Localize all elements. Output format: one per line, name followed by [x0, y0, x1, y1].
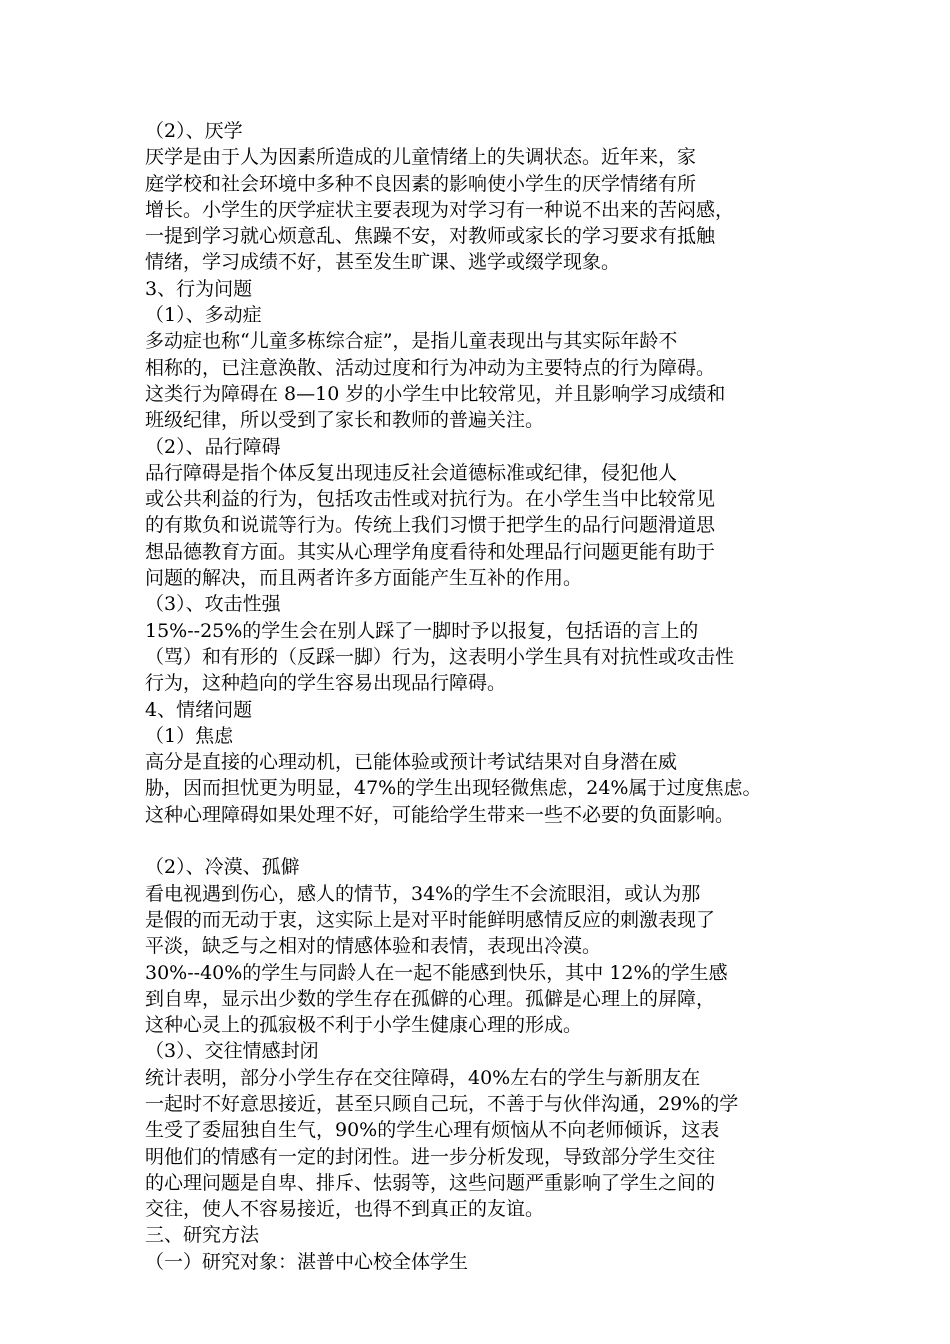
text-line: （一）研究对象：湛普中心校全体学生 — [145, 1250, 469, 1273]
text-line: 这类行为障碍在 8—10 岁的小学生中比较常见，并且影响学习成绩和 — [145, 382, 726, 405]
text-line: （3）、攻击性强 — [145, 593, 281, 616]
text-line: 相称的，已注意涣散、活动过度和行为冲动为主要特点的行为障碍。 — [145, 356, 716, 379]
text-line: 平淡，缺乏与之相对的情感体验和表情，表现出冷漠。 — [145, 935, 602, 958]
text-line: 一起时不好意思接近，甚至只顾自己玩，不善于与伙伴沟通，29%的学 — [145, 1092, 739, 1115]
text-line: （2）、厌学 — [145, 120, 243, 142]
text-line: 品行障碍是指个体反复出现违反社会道德标准或纪律，侵犯他人 — [145, 461, 678, 484]
text-line: 的心理问题是自卑、排斥、怯弱等，这些问题严重影响了学生之间的 — [145, 1171, 716, 1194]
text-line: 厌学是由于人为因素所造成的儿童情绪上的失调状态。近年来，家 — [145, 146, 697, 169]
text-line: 生受了委屈独自生气，90%的学生心理有烦恼从不向老师倾诉，这表 — [145, 1119, 720, 1142]
text-line: 问题的解决，而且两者许多方面能产生互补的作用。 — [145, 567, 583, 590]
text-line: 行为，这种趋向的学生容易出现品行障碍。 — [145, 672, 507, 695]
text-line: （1）、多动症 — [145, 304, 262, 327]
text-line: 三、研究方法 — [145, 1224, 260, 1247]
text-line: 统计表明，部分小学生存在交往障碍，40%左右的学生与新朋友在 — [145, 1066, 701, 1089]
text-line: 看电视遇到伤心，感人的情节，34%的学生不会流眼泪，或认为那 — [145, 882, 701, 905]
text-line: （2）、冷漠、孤僻 — [145, 856, 300, 879]
text-line: 到自卑，显示出少数的学生存在孤僻的心理。孤僻是心理上的屏障， — [145, 987, 716, 1010]
text-line: 30%--40%的学生与同龄人在一起不能感到快乐，其中 12%的学生感 — [145, 961, 728, 984]
text-line: （2）、品行障碍 — [145, 435, 281, 458]
text-line: 增长。小学生的厌学症状主要表现为对学习有一种说不出来的苦闷感， — [145, 198, 735, 221]
text-line: 庭学校和社会环境中多种不良因素的影响使小学生的厌学情绪有所 — [145, 172, 697, 195]
text-line: 多动症也称“儿童多栋综合症”，是指儿童表现出与其实际年龄不 — [145, 330, 678, 353]
text-line: 是假的而无动于衷，这实际上是对平时能鲜明感情反应的刺激表现了 — [145, 908, 716, 931]
text-line: 这种心灵上的孤寂极不利于小学生健康心理的形成。 — [145, 1014, 583, 1037]
text-line: 一提到学习就心烦意乱、焦躁不安，对教师或家长的学习要求有抵触 — [145, 225, 716, 248]
document-body — [145, 118, 810, 1275]
text-line: （1）焦虑 — [145, 724, 234, 747]
blank-line — [145, 828, 810, 854]
text-line: 这种心理障碍如果处理不好，可能给学生带来一些不必要的负面影响。 — [145, 803, 735, 826]
text-line: 交往，使人不容易接近，也得不到真正的友谊。 — [145, 1198, 545, 1221]
text-line: 胁，因而担忧更为明显，47%的学生出现轻微焦虑，24%属于过度焦虑。 — [145, 777, 762, 800]
text-line: （骂）和有形的（反踩一脚）行为，这表明小学生具有对抗性或攻击性 — [145, 645, 735, 668]
text-line: 情绪，学习成绩不好，甚至发生旷课、逃学或缀学现象。 — [145, 251, 621, 274]
text-line: 想品德教育方面。其实从心理学角度看待和处理品行问题更能有助于 — [145, 540, 716, 563]
text-line: （3）、交往情感封闭 — [145, 1040, 319, 1063]
text-line: 15%--25%的学生会在别人踩了一脚时予以报复，包括语的言上的 — [145, 619, 699, 642]
text-line: 4、情绪问题 — [145, 698, 253, 721]
text-line: 高分是直接的心理动机，已能体验或预计考试结果对自身潜在威 — [145, 751, 678, 774]
text-line: 的有欺负和说谎等行为。传统上我们习惯于把学生的品行问题滑道思 — [145, 514, 716, 537]
text-line: 班级纪律，所以受到了家长和教师的普遍关注。 — [145, 409, 545, 432]
text-line: 或公共利益的行为，包括攻击性或对抗行为。在小学生当中比较常见 — [145, 488, 716, 511]
text-line: 明他们的情感有一定的封闭性。进一步分析发现，导致部分学生交往 — [145, 1145, 716, 1168]
text-line: 3、行为问题 — [145, 277, 253, 300]
